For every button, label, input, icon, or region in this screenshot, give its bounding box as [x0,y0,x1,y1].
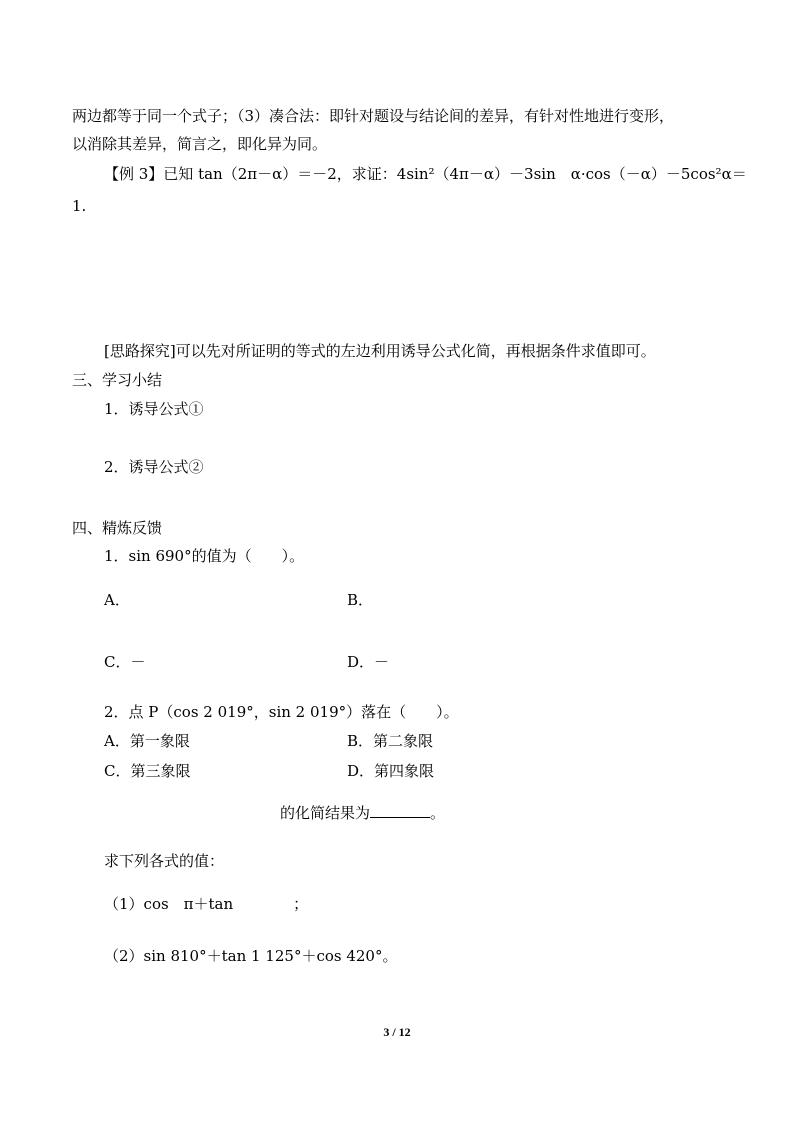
summary-item-1: 1．诱导公式① [104,400,204,418]
question-1-option-a: A． [104,591,130,609]
feedback-heading: 四、精炼反馈 [72,519,163,537]
question-3-text: 的化简结果为 [280,804,371,822]
answer-blank [370,803,430,818]
question-1-option-b: B． [347,591,374,609]
page-number: 3 / 12 [383,1025,411,1039]
question-4-part-1: （1）cos π＋tan ； [104,895,309,913]
intro-line-2: 以消除其差异，简言之，即化异为同。 [72,135,328,153]
intro-line-1: 两边都等于同一个式子；（3）凑合法：即针对题设与结论间的差异，有针对性地进行变形， [72,107,675,125]
question-2-stem: 2．点 P（cos 2 019°，sin 2 019°）落在（ ）。 [104,703,459,721]
example-3-line-1: 【例 3】已知 tan（2π－α）＝－2，求证：4sin²（4π－α）－3sin α·cos（－α）－5cos²α＝ [104,165,747,183]
question-1-option-d: D．－ [347,653,390,671]
summary-item-2: 2．诱导公式② [104,458,204,476]
question-1-option-c: C．－ [104,653,146,671]
question-4-part-2: （2）sin 810°＋tan 1 125°＋cos 420°。 [104,947,398,965]
question-3 [280,803,445,823]
thinking-exploration: [思路探究]可以先对所证明的等式的左边利用诱导公式化简，再根据条件求值即可。 [104,342,656,360]
summary-heading: 三、学习小结 [72,371,163,389]
question-4-heading: 求下列各式的值： [104,852,225,870]
question-2-option-b: B．第二象限 [347,732,434,750]
example-3-line-2: 1. [72,197,87,215]
question-2-option-a: A．第一象限 [104,732,190,750]
question-2-option-c: C．第三象限 [104,762,191,780]
question-3-end: 。 [430,804,446,822]
question-2-option-d: D．第四象限 [347,762,435,780]
question-1-stem: 1．sin 690°的值为（ ）。 [104,547,305,565]
